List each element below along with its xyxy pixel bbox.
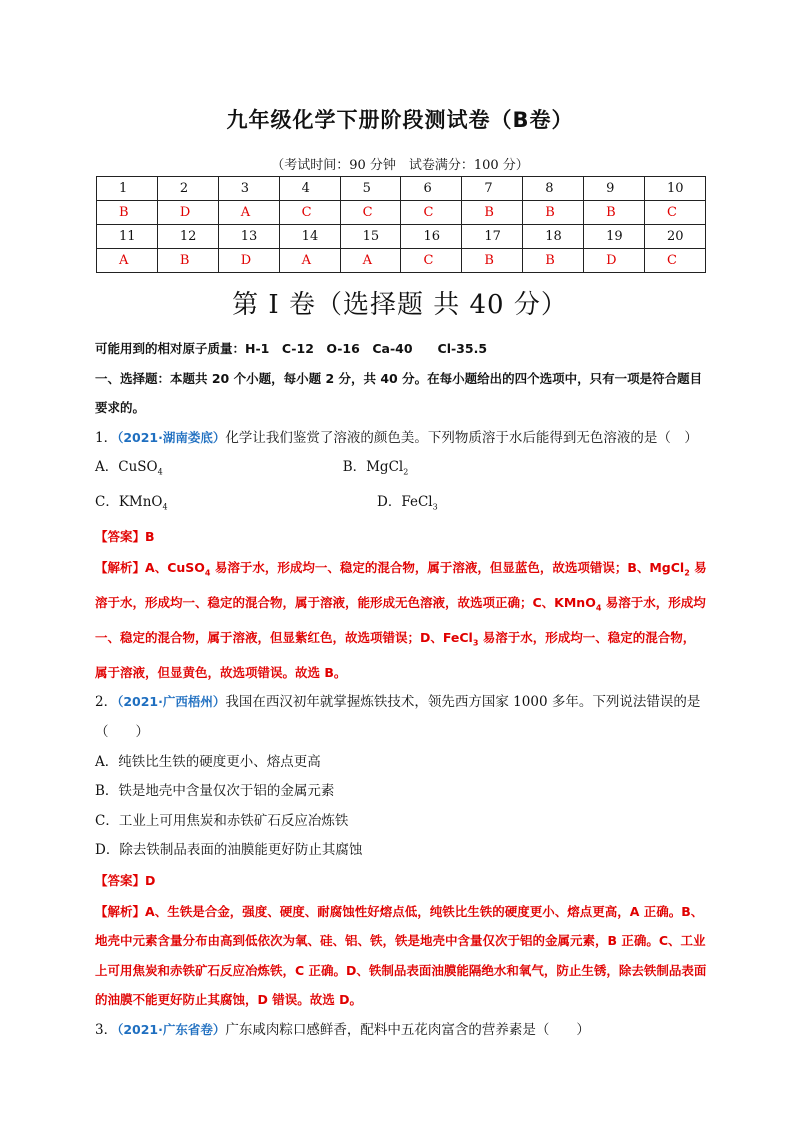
question-number: 1． <box>95 429 118 446</box>
answer-key-table <box>96 176 706 273</box>
question-number: 3． <box>95 1021 118 1038</box>
answer-cell: B <box>157 249 218 273</box>
question-number-cell: 6 <box>401 177 462 201</box>
answer-value: D <box>145 872 156 888</box>
answer-cell: B <box>462 249 523 273</box>
exam-subtitle: （考试时间：90 分钟 试卷满分：100 分） <box>271 158 529 173</box>
option-a-inline: A．CuSO$_4$ <box>95 459 163 478</box>
question-number-cell: 9 <box>584 177 645 201</box>
question-number-cell: 10 <box>645 177 706 201</box>
section-instructions: 一、选择题：本题共 20 个小题，每小题 2 分，共 40 分。在每小题给出的四个选项中，只有一项是符合题目要求的。 <box>95 370 703 416</box>
answer-label: 【答案】 <box>95 872 146 888</box>
question-2-stem <box>95 687 707 747</box>
question-number-cell: 7 <box>462 177 523 201</box>
question-number-cell: 5 <box>340 177 401 201</box>
answer-cell: C <box>401 201 462 225</box>
question-number-cell: 19 <box>584 225 645 249</box>
option-d: D．FeCl$_3$ <box>377 493 438 512</box>
atomic-masses: 可能用到的相对原子质量：H-1 C-12 O-16 Ca-40 Cl-35.5 <box>95 341 488 356</box>
answer-cell: B <box>97 201 158 225</box>
answer-label: 【答案】 <box>95 528 146 544</box>
answer-cell: B <box>523 201 584 225</box>
answer-cell: B <box>584 201 645 225</box>
question-text: 我国在西汉初年就掌握炼铁技术，领先西方国家 1000 多年。下列说法错误的是（ ） <box>95 694 701 740</box>
table-row <box>97 225 706 249</box>
option-b: B．MgCl$_2$ <box>342 459 409 478</box>
answer-cell: B <box>462 201 523 225</box>
question-number-cell: 15 <box>340 225 401 249</box>
option-a: A．纯铁比生铁的硬度更小、熔点更高 <box>95 753 321 770</box>
answer-cell: A <box>97 249 158 273</box>
question-1-answer <box>95 522 707 553</box>
exam-title: 九年级化学下册阶段测试卷（B卷） <box>226 108 574 132</box>
option-d: D．除去铁制品表面的油膜能更好防止其腐蚀 <box>95 842 363 859</box>
option-c: C．KMnO$_4$ <box>95 493 168 512</box>
question-number-cell: 14 <box>279 225 340 249</box>
question-number-cell: 18 <box>523 225 584 249</box>
question-source: （2021·广东省卷） <box>117 1021 226 1037</box>
question-number-cell: 17 <box>462 225 523 249</box>
question-number-cell: 16 <box>401 225 462 249</box>
answer-cell: B <box>523 249 584 273</box>
answer-cell: A <box>218 201 279 225</box>
question-2-answer <box>95 866 707 897</box>
option-b: B．铁是地壳中含量仅次于铝的金属元素 <box>95 783 335 800</box>
question-number-cell: 4 <box>279 177 340 201</box>
question-number-cell: 2 <box>157 177 218 201</box>
question-1-options <box>95 488 707 522</box>
question-3-stem <box>95 1015 707 1046</box>
answer-cell: D <box>157 201 218 225</box>
question-number-cell: 1 <box>97 177 158 201</box>
question-text: 化学让我们鉴赏了溶液的颜色美。下列物质溶于水后能得到无色溶液的是（ ） <box>225 429 698 446</box>
exam-content <box>95 334 707 1046</box>
question-number-cell: 20 <box>645 225 706 249</box>
question-1-stem <box>95 423 707 488</box>
question-number-cell: 13 <box>218 225 279 249</box>
question-number-cell: 12 <box>157 225 218 249</box>
table-row <box>97 249 706 273</box>
answer-cell: C <box>401 249 462 273</box>
question-number-cell: 11 <box>97 225 158 249</box>
question-number-cell: 8 <box>523 177 584 201</box>
question-number: 2． <box>95 694 118 711</box>
question-1-explanation: 【解析】A、CuSO$_4$ 易溶于水，形成均一、稳定的混合物，属于溶液，但显蓝色，故选项错误；B、MgCl$_2$ 易溶于水，形成均一、稳定的混合物，属于溶液，能形成无色溶液，故选项正确；C、KMnO$_4$ 易溶于水，形成均一、稳定的混合物，属于溶液，但显紫红色，故选项错误；D、FeCl$_3$ 易溶于水，形成均一、稳定的混合物，属于溶液，但显黄色，故选项错误。故选 B。 <box>95 559 707 680</box>
answer-cell: A <box>279 249 340 273</box>
answer-value: B <box>145 528 155 544</box>
answer-cell: C <box>645 249 706 273</box>
question-source: （2021·广西梧州） <box>117 694 226 710</box>
question-number-cell: 3 <box>218 177 279 201</box>
table-row <box>97 177 706 201</box>
question-text: 广东咸肉粽口感鲜香，配料中五花肉富含的营养素是（ ） <box>225 1021 590 1038</box>
answer-cell: A <box>340 249 401 273</box>
option-c: C．工业上可用焦炭和赤铁矿石反应冶炼铁 <box>95 812 349 829</box>
question-source: （2021·湖南娄底） <box>117 429 226 445</box>
answer-cell: D <box>218 249 279 273</box>
answer-cell: C <box>645 201 706 225</box>
answer-cell: D <box>584 249 645 273</box>
answer-cell: C <box>279 201 340 225</box>
answer-cell: C <box>340 201 401 225</box>
question-2-explanation: 【解析】A、生铁是合金，强度、硬度、耐腐蚀性好熔点低，纯铁比生铁的硬度更小、熔点更高，A 正确。B、地壳中元素含量分布由高到低依次为氧、硅、铝、铁，铁是地壳中含量仅次于铝的金属元素，B 正确。C、工业上可用焦炭和赤铁矿石反应冶炼铁，C 正确。D、铁制品表面油膜能隔绝水和氧气，防止生锈，除去铁制品表面的油膜不能更好防止其腐蚀，D 错误。故选 D。 <box>95 903 707 1008</box>
table-row <box>97 201 706 225</box>
section-title: 第 I 卷（选择题 共 40 分） <box>232 290 568 320</box>
